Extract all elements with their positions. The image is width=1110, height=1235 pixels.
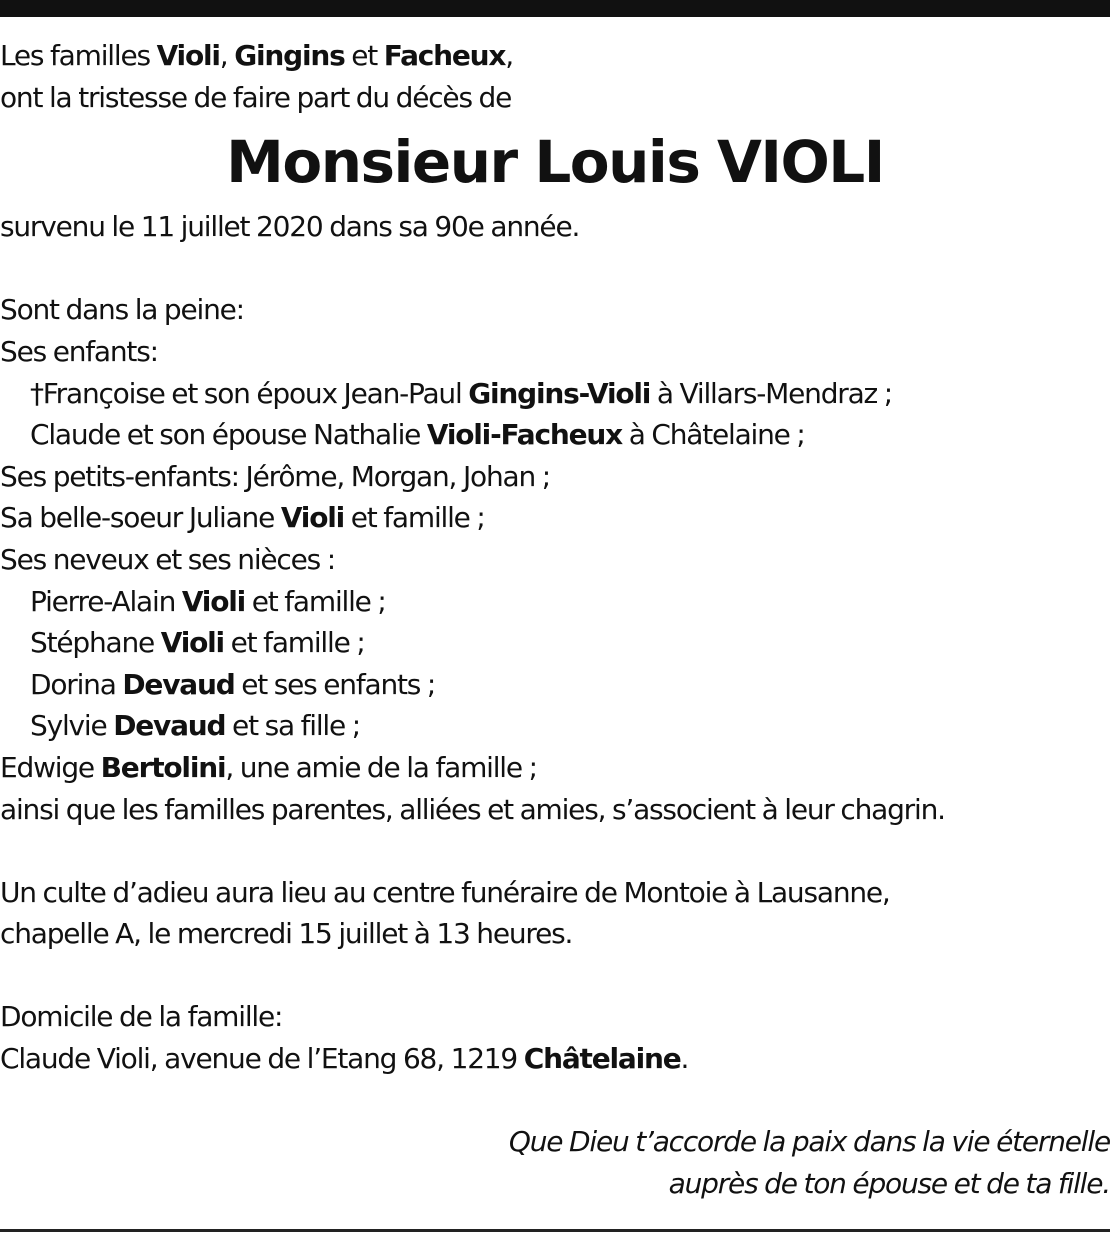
spacer: [0, 830, 1110, 872]
children-label: Ses enfants:: [0, 334, 158, 368]
top-rule: [0, 0, 1110, 17]
sister-in-law-line: Sa belle-soeur Juliane Violi et famille ;: [0, 501, 485, 535]
grandchildren-line: Ses petits-enfants: Jérôme, Morgan, Johan ;: [0, 459, 550, 493]
nephew-entry: Sylvie Devaud et sa fille ;: [30, 709, 360, 743]
city-name: Châtelaine: [523, 1042, 681, 1076]
nephew-entry: Dorina Devaud et ses enfants ;: [30, 667, 436, 701]
closing-line: ainsi que les familles parentes, alliées et amies, s’associent à leur chagrin.: [0, 792, 945, 826]
family-name: Violi: [280, 501, 345, 535]
verse-line: auprès de ton épouse et de ta fille.: [668, 1166, 1110, 1200]
family-name: Devaud: [113, 709, 226, 743]
bottom-rule: [0, 1229, 1110, 1232]
ceremony-line: chapelle A, le mercredi 15 juillet à 13 heures.: [0, 917, 573, 951]
family-name: Violi: [181, 584, 246, 618]
spacer: [0, 248, 1110, 290]
spacer: [0, 1080, 1110, 1122]
intro-announcement-line: ont la tristesse de faire part du décès de: [0, 80, 512, 114]
spacer: [0, 955, 1110, 997]
intro-text: et: [344, 39, 384, 72]
intro-text: ,: [505, 39, 513, 72]
family-name: Violi-Facheux: [426, 418, 622, 452]
verse-line: Que Dieu t’accorde la paix dans la vie éternelle: [508, 1125, 1110, 1159]
family-name: Devaud: [122, 667, 235, 701]
family-name: Bertolini: [100, 750, 226, 784]
deceased-name: Monsieur Louis VIOLI: [226, 128, 884, 197]
friend-line: Edwige Bertolini, une amie de la famille ;: [0, 750, 537, 784]
obituary-notice: [0, 35, 1110, 1204]
nephew-entry: Pierre-Alain Violi et famille ;: [30, 584, 386, 618]
ceremony-line: Un culte d’adieu aura lieu au centre funéraire de Montoie à Lausanne,: [0, 875, 890, 909]
residence-address: Claude Violi, avenue de l’Etang 68, 1219 Châtelaine.: [0, 1042, 689, 1076]
intro-families-line: [0, 35, 1110, 77]
intro-text: Les familles: [0, 39, 157, 72]
family-name: Violi: [160, 626, 224, 660]
family-name: Facheux: [383, 39, 506, 72]
family-name: Violi: [156, 39, 220, 72]
intro-text: ,: [219, 39, 235, 72]
child-entry: Claude et son épouse Nathalie Violi-Facheux à Châtelaine ;: [30, 418, 805, 452]
family-name: Gingins-Violi: [468, 376, 651, 410]
family-name: Gingins: [234, 39, 345, 72]
nephews-label: Ses neveux et ses nièces :: [0, 542, 335, 576]
mourners-heading: Sont dans la peine:: [0, 293, 244, 327]
death-date-line: survenu le 11 juillet 2020 dans sa 90e année.: [0, 210, 580, 244]
residence-label: Domicile de la famille:: [0, 1000, 283, 1034]
nephew-entry: Stéphane Violi et famille ;: [30, 626, 365, 660]
child-entry: †Françoise et son époux Jean-Paul Gingins-Violi à Villars-Mendraz ;: [30, 376, 892, 410]
